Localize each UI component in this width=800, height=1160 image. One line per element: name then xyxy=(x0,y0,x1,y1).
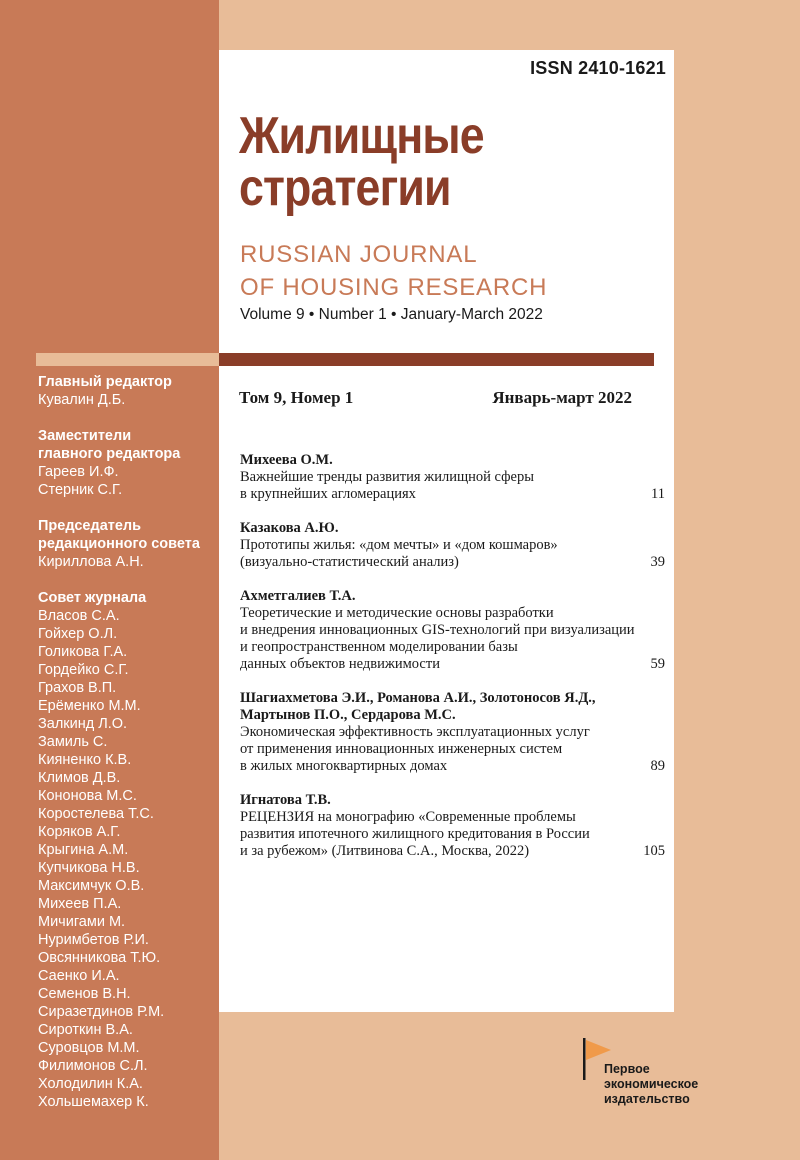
toc-title-line: и внедрения инновационных GIS-технологий при визуализации xyxy=(240,622,635,638)
council-member: Кононова М.С. xyxy=(38,788,137,804)
toc-title-line: Важнейшие тренды развития жилищной сферы xyxy=(240,469,534,485)
subtitle-line: OF HOUSING RESEARCH xyxy=(240,274,548,301)
publisher-line: издательство xyxy=(604,1092,690,1106)
sidebar-band xyxy=(36,353,219,366)
journal-title xyxy=(239,107,484,217)
toc-title-line: Прототипы жилья: «дом мечты» и «дом кошмаров» xyxy=(240,537,558,553)
council-member: Купчикова Н.В. xyxy=(38,860,140,876)
toc-title-line: (визуально-статистический анализ) xyxy=(240,554,459,570)
council-member: Коростелева Т.С. xyxy=(38,806,154,822)
toc-authors: Казакова А.Ю. xyxy=(240,520,339,536)
council-member: Залкинд Л.О. xyxy=(38,716,128,732)
toc-authors: Шагиахметова Э.И., Романова А.И., Золотоносов Я.Д., xyxy=(240,690,596,706)
chair-label: Председатель xyxy=(38,518,142,534)
toc-title-line: данных объектов недвижимости xyxy=(240,656,440,672)
council-member: Грахов В.П. xyxy=(38,680,117,696)
editorial-board xyxy=(38,373,216,1129)
toc-title-line: в жилых многоквартирных домах xyxy=(240,758,448,774)
council-member: Ерёменко М.М. xyxy=(38,698,141,714)
council-member: Голикова Г.А. xyxy=(38,644,128,660)
publisher-name xyxy=(604,1062,698,1107)
deputies-label: Заместители xyxy=(38,428,132,444)
chair-name: Кириллова А.Н. xyxy=(38,554,144,570)
council-member: Михеев П.А. xyxy=(38,896,122,912)
toc-title-line: Экономическая эффективность эксплуатационных услуг xyxy=(240,724,590,740)
deputies-label: главного редактора xyxy=(38,446,181,462)
council-group xyxy=(38,589,216,1111)
council-member: Максимчук О.В. xyxy=(38,878,145,894)
council-member: Коряков А.Г. xyxy=(38,824,121,840)
chair-label: редакционного совета xyxy=(38,536,200,552)
table-of-contents xyxy=(240,452,665,877)
toc-entry[interactable] xyxy=(240,690,665,775)
deputy-name: Гареев И.Ф. xyxy=(38,464,119,480)
issue-line xyxy=(239,388,644,408)
council-member: Холодилин К.А. xyxy=(38,1076,143,1092)
council-label: Совет журнала xyxy=(38,590,147,606)
toc-page-number: 59 xyxy=(650,656,665,672)
chief-editor-name: Кувалин Д.Б. xyxy=(38,392,126,408)
issue-number: Том 9, Номер 1 xyxy=(239,388,354,407)
council-member: Крыгина А.М. xyxy=(38,842,129,858)
council-member: Саенко И.А. xyxy=(38,968,120,984)
council-member: Семенов В.Н. xyxy=(38,986,131,1002)
subtitle-line: RUSSIAN JOURNAL xyxy=(240,241,478,268)
divider-rule xyxy=(219,353,654,366)
toc-page-number: 89 xyxy=(650,758,665,774)
chief-editor-group xyxy=(38,373,216,409)
council-member: Кияненко К.В. xyxy=(38,752,132,768)
publisher-line: Первое xyxy=(604,1062,650,1076)
volume-line: Volume 9 • Number 1 • January-March 2022 xyxy=(240,306,543,323)
council-member: Сиразетдинов Р.М. xyxy=(38,1004,165,1020)
toc-title-line: развития ипотечного жилищного кредитования в России xyxy=(240,826,590,842)
toc-title-line: от применения инновационных инженерных систем xyxy=(240,741,563,757)
council-member: Климов Д.В. xyxy=(38,770,121,786)
toc-entry[interactable] xyxy=(240,792,665,860)
toc-authors: Мартынов П.О., Сердарова М.С. xyxy=(240,707,456,723)
council-member: Сироткин В.А. xyxy=(38,1022,133,1038)
council-member: Замиль С. xyxy=(38,734,108,750)
council-member: Овсянникова Т.Ю. xyxy=(38,950,161,966)
council-member: Власов С.А. xyxy=(38,608,120,624)
toc-entry[interactable] xyxy=(240,588,665,673)
council-member: Гордейко С.Г. xyxy=(38,662,129,678)
publisher-line: экономическое xyxy=(604,1077,699,1091)
council-member: Хольшемахер К. xyxy=(38,1094,149,1110)
toc-title-line: и за рубежом» (Литвинова С.А., Москва, 2022) xyxy=(240,843,530,859)
council-list xyxy=(38,607,216,1111)
toc-title-line: в крупнейших агломерациях xyxy=(240,486,416,502)
toc-title-line: Теоретические и методические основы разработки xyxy=(240,605,554,621)
issue-date: Январь-март 2022 xyxy=(492,388,632,407)
council-member: Филимонов С.Л. xyxy=(38,1058,148,1074)
journal-title-line: стратегии xyxy=(239,159,451,217)
journal-subtitle xyxy=(240,238,547,304)
toc-page-number: 105 xyxy=(643,843,665,859)
toc-authors: Ахметгалиев Т.А. xyxy=(240,588,356,604)
toc-title-line: РЕЦЕНЗИЯ на монографию «Современные проблемы xyxy=(240,809,576,825)
journal-title-line: Жилищные xyxy=(239,107,484,165)
council-member: Нуримбетов Р.И. xyxy=(38,932,149,948)
council-member: Суровцов М.М. xyxy=(38,1040,140,1056)
toc-entry[interactable] xyxy=(240,520,665,571)
council-member: Мичигами М. xyxy=(38,914,126,930)
toc-page-number: 11 xyxy=(651,486,665,502)
deputy-name: Стерник С.Г. xyxy=(38,482,123,498)
chair-group xyxy=(38,517,216,571)
toc-title-line: и геопространственном моделировании базы xyxy=(240,639,518,655)
council-member: Гойхер О.Л. xyxy=(38,626,118,642)
toc-entry[interactable] xyxy=(240,452,665,503)
toc-page-number: 39 xyxy=(650,554,665,570)
issn: ISSN 2410-1621 xyxy=(530,58,666,78)
deputies-group xyxy=(38,427,216,499)
chief-editor-label: Главный редактор xyxy=(38,374,172,390)
toc-authors: Игнатова Т.В. xyxy=(240,792,331,808)
toc-authors: Михеева О.М. xyxy=(240,452,333,468)
